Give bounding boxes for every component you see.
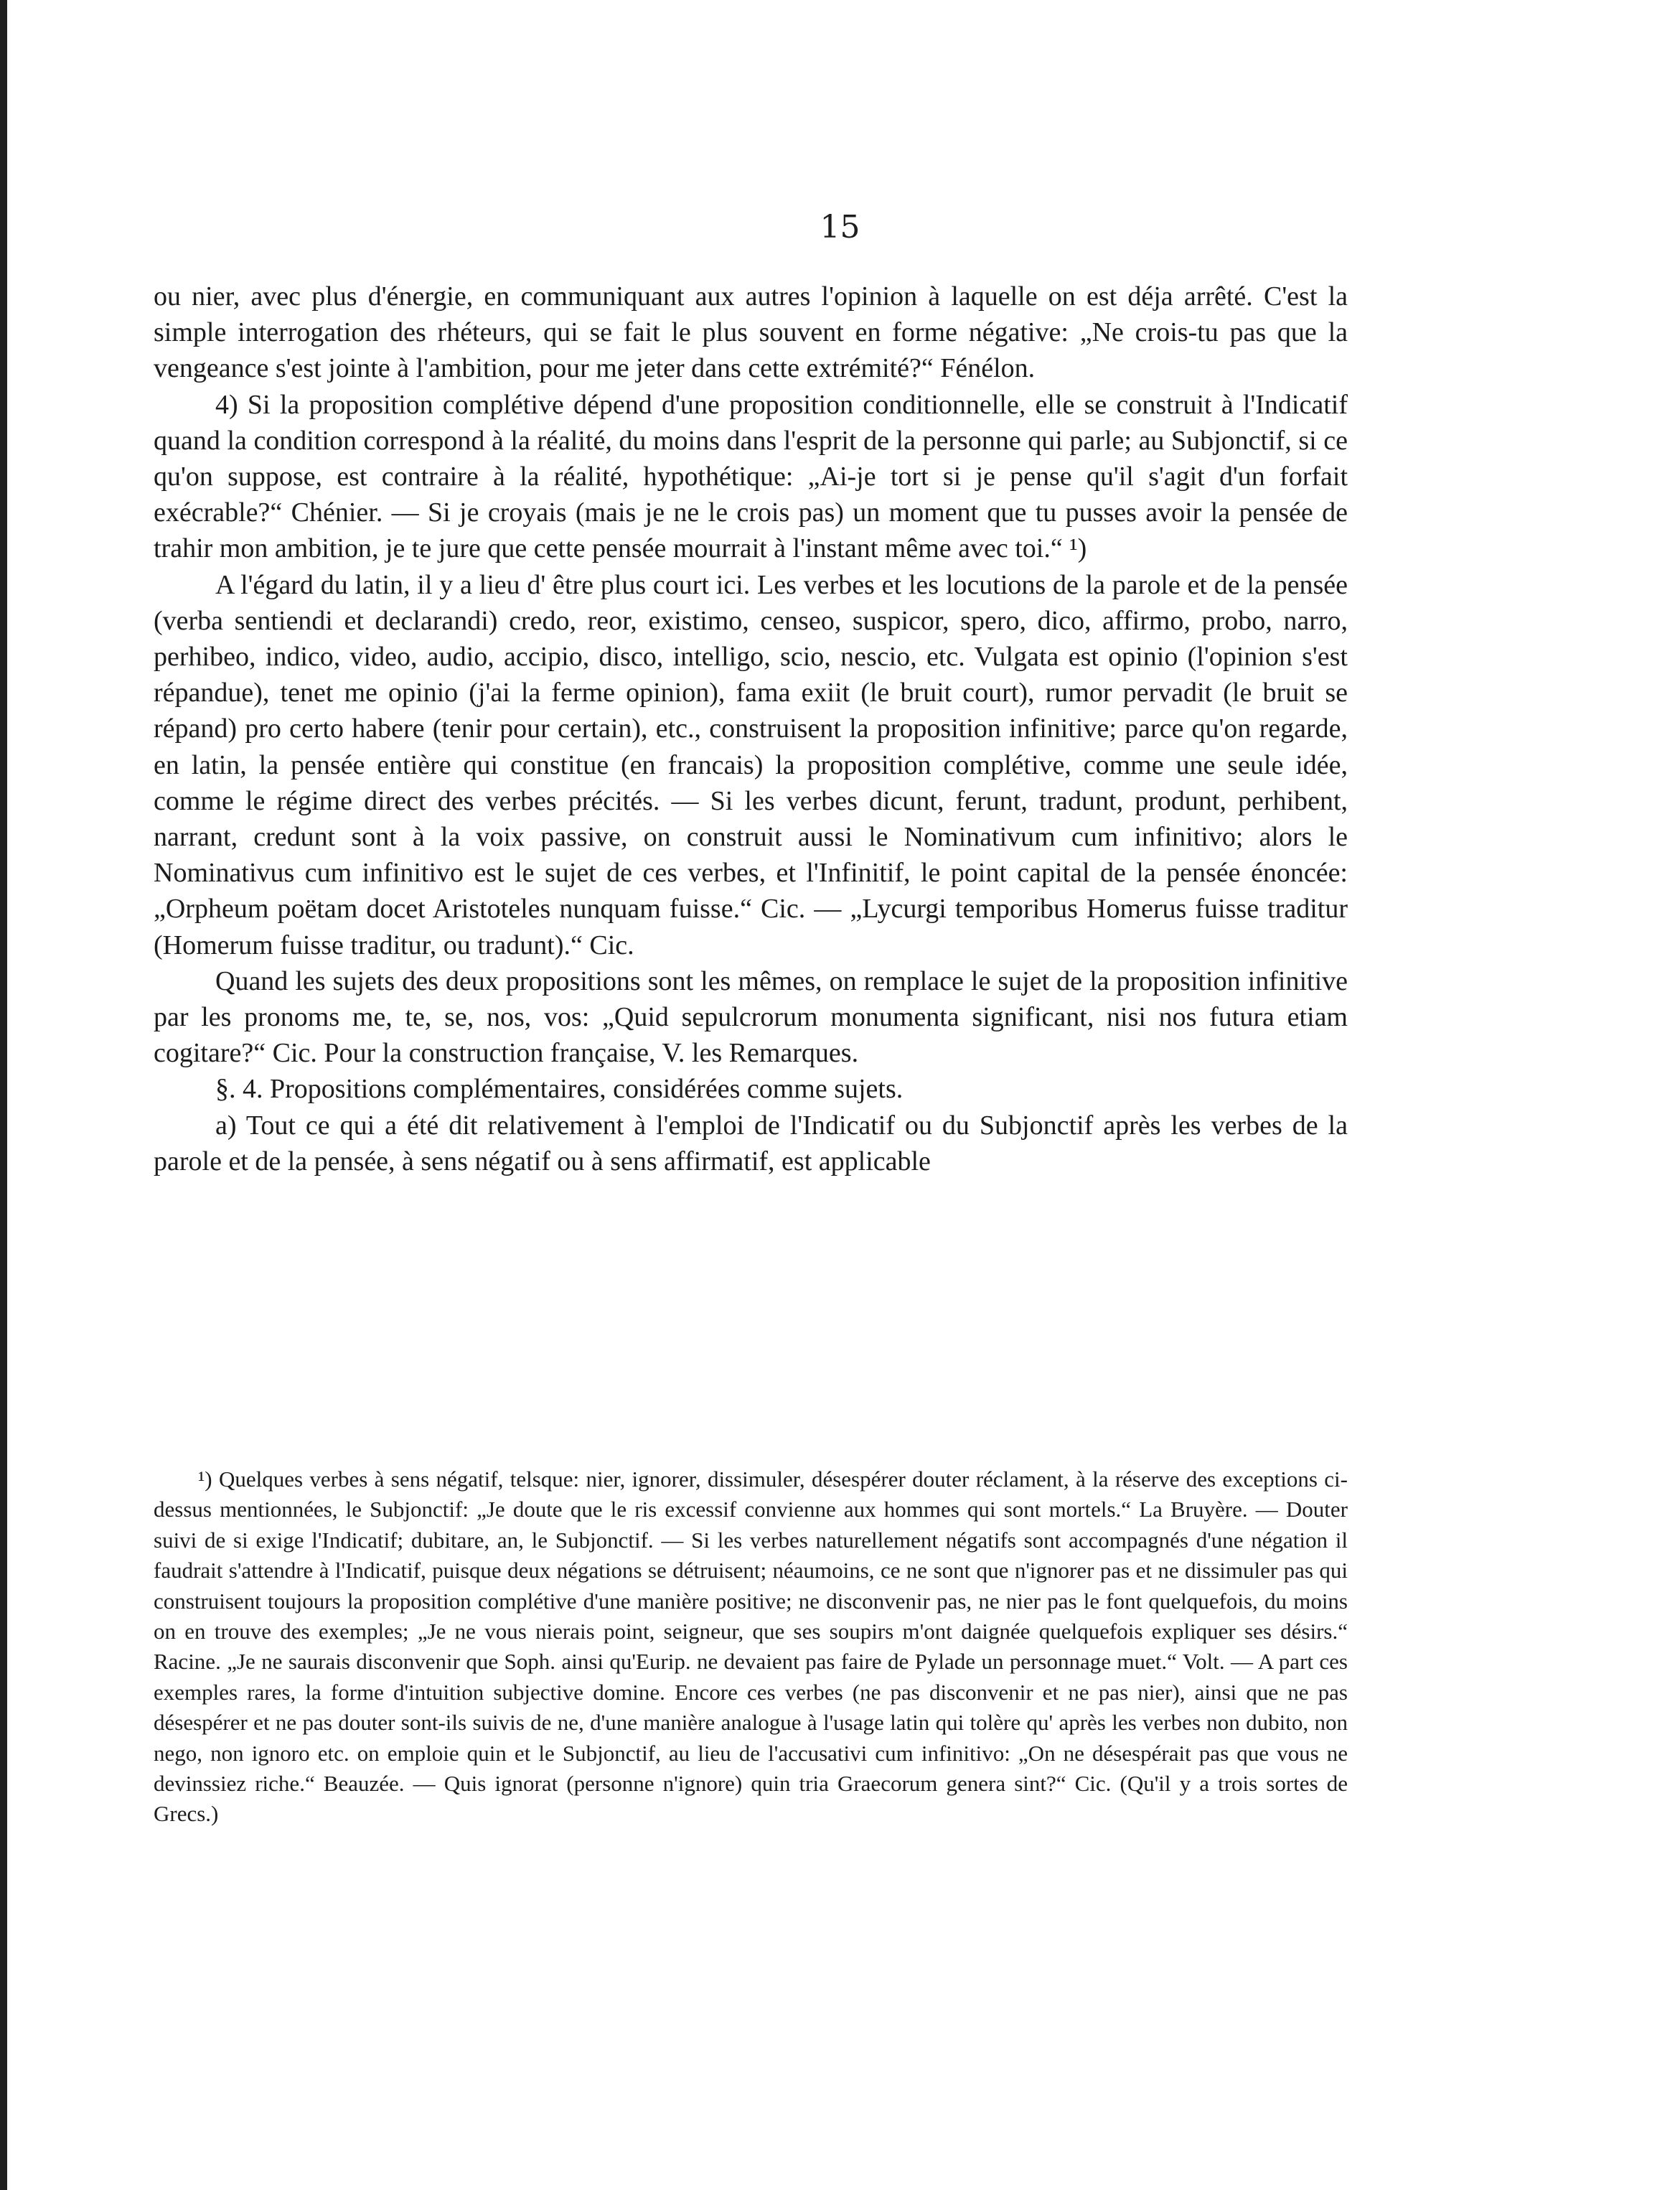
main-text (154, 279, 1348, 1179)
page-left-edge (0, 0, 7, 2190)
footnotes (154, 1464, 1348, 1830)
paragraph-applicable: a) Tout ce qui a été dit relativement à l'emploi de l'Indicatif ou du Subjonctif après les verbes de la parole et de la pensée, à sens négatif ou à sens affirmatif, est applicable (154, 1110, 1348, 1176)
paragraph-subjects: Quand les sujets des deux propositions sont les mêmes, on remplace le sujet de la proposition infinitive par les pronoms me, te, se, nos, vos: „Quid sepulcrorum monumenta significant, nisi nos futura etiam cogitare?“ Cic. Pour la construction française, V. les Remarques. (154, 965, 1348, 1069)
paragraph-conditional: 4) Si la proposition complétive dépend d'une proposition conditionnelle, elle se construit à l'Indicatif quand la condition correspond à la réalité, du moins dans l'esprit de la personne qui parle; au Subjonctif, si ce qu'on suppose, est contraire à la réalité, hypothétique: „Ai-je tort si je pense qu'il s'agit d'un forfait exécrable?“ Chénier. — Si je croyais (mais je ne le crois pas) un moment que tu pusses avoir la pensée de trahir mon ambition, je te jure que cette pensée mourrait à l'instant même avec toi.“ ¹) (154, 389, 1348, 564)
paragraph-continuation: ou nier, avec plus d'énergie, en communiquant aux autres l'opinion à laquelle on est déja arrêté. C'est la simple interrogation des rhéteurs, qui se fait le plus souvent en forme négative: „Ne crois-tu pas que la vengeance s'est jointe à l'ambition, pour me jeter dans cette extrémité?“ Fénélon. (154, 281, 1348, 384)
paragraph-latin: A l'égard du latin, il y a lieu d' être plus court ici. Les verbes et les locutions de la parole et de la pensée (verba sentiendi et declarandi) credo, reor, existimo, censeo, suspicor, spero, dico, affirmo, probo, narro, perhibeo, indico, video, audio, accipio, disco, intelligo, scio, nescio, etc. Vulgata est opinio (l'opinion s'est répandue), tenet me opinio (j'ai la ferme opinion), fama exiit (le bruit court), rumor pervadit (le bruit se répand) pro certo habere (tenir pour certain), etc., construisent la proposition infinitive; parce qu'on regarde, en latin, la pensée entière qui constitue (en francais) la proposition complétive, comme une seule idée, comme le régime direct des verbes précités. — Si les verbes dicunt, ferunt, tradunt, produnt, perhibent, narrant, credunt sont à la voix passive, on construit aussi le Nominativum cum infinitivo; alors le Nominativus cum infinitivo est le sujet de ces verbes, et l'Infinitif, le point capital de la pensée énoncée: „Orpheum poëtam docet Aristoteles nunquam fuisse.“ Cic. — „Lycurgi temporibus Homerus fuisse traditur (Homerum fuisse traditur, ou tradunt).“ Cic. (154, 569, 1348, 960)
page-number: 15 (820, 209, 860, 245)
section-heading: §. 4. Propositions complémentaires, considérées comme sujets. (215, 1074, 904, 1105)
footnote-1: ¹) Quelques verbes à sens négatif, telsque: nier, ignorer, dissimuler, désespérer douter réclament, à la réserve des exceptions ci-dessus mentionnées, le Subjonctif: „Je doute que le ris excessif convienne aux hommes qui sont mortels.“ La Bruyère. — Douter suivi de si exige l'Indicatif; dubitare, an, le Subjonctif. — Si les verbes naturellement négatifs sont accompagnés d'une négation il faudrait s'attendre à l'Indicatif, puisque deux négations se détruisent; néaumoins, ce ne sont que n'ignorer pas et ne dissimuler pas qui construisent toujours la proposition complétive d'une manière positive; ne disconvenir pas, ne nier pas le font quelquefois, du moins on en trouve des exemples; „Je ne vous nierais point, seigneur, que ses soupirs m'ont daignée quelquefois expliquer ses désirs.“ Racine. „Je ne saurais disconvenir que Soph. ainsi qu'Eurip. ne devaient pas faire de Pylade un personnage muet.“ Volt. — A part ces exemples rares, la forme d'intuition subjective domine. Encore ces verbes (ne pas disconvenir et ne pas nier), ainsi que ne pas désespérer et ne pas douter sont-ils suivis de ne, d'une manière analogue à l'usage latin qui tolère qu' après les verbes non dubito, non nego, non ignoro etc. on emploie quin et le Subjonctif, au lieu de l'accusativi cum infinitivo: „On ne désespérait pas que vous ne devinssiez riche.“ Beauzée. — Quis ignorat (personne n'ignore) quin tria Graecorum genera sint?“ Cic. (Qu'il y a trois sortes de Grecs.) (154, 1466, 1348, 1827)
